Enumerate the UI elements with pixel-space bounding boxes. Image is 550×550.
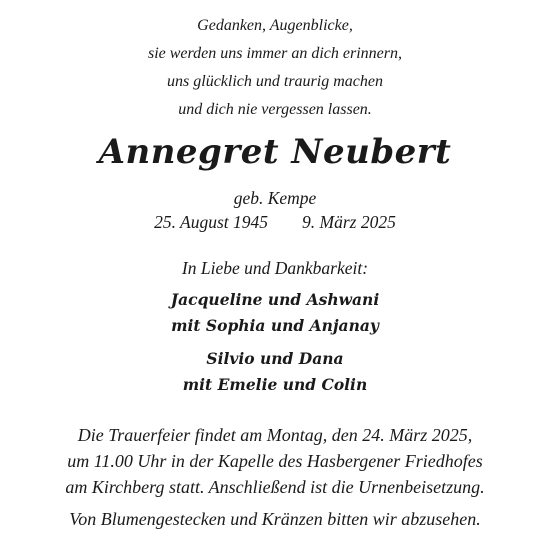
funeral-info-line: Die Trauerfeier findet am Montag, den 24. März 2025,: [77, 425, 473, 445]
mourner-line: mit Emelie und Colin: [182, 375, 368, 394]
life-dates: [0, 212, 550, 233]
poem-line: Gedanken, Augenblicke,: [197, 17, 353, 34]
poem-line: sie werden uns immer an dich erinnern,: [147, 45, 403, 62]
funeral-info-line: am Kirchberg statt. Anschließend ist die Urnenbeisetzung.: [65, 477, 485, 497]
mourners-intro: In Liebe und Dankbarkeit:: [181, 258, 369, 278]
funeral-info-line: um 11.00 Uhr in der Kapelle des Hasbergener Friedhofes: [67, 451, 483, 471]
poem-line: uns glücklich und traurig machen: [167, 73, 383, 90]
birth-name: geb. Kempe: [233, 188, 317, 208]
death-date: 9. März 2025: [302, 212, 396, 232]
closing-note: Von Blumengestecken und Kränzen bitten wir abzusehen.: [69, 509, 481, 529]
deceased-name: Annegret Neubert: [98, 132, 452, 172]
mourner-line: mit Sophia und Anjanay: [171, 316, 379, 335]
mourner-line: Silvio und Dana: [206, 349, 344, 368]
birth-date: 25. August 1945: [154, 212, 269, 232]
mourner-line: Jacqueline und Ashwani: [170, 290, 380, 309]
poem-line: und dich nie vergessen lassen.: [178, 101, 372, 118]
